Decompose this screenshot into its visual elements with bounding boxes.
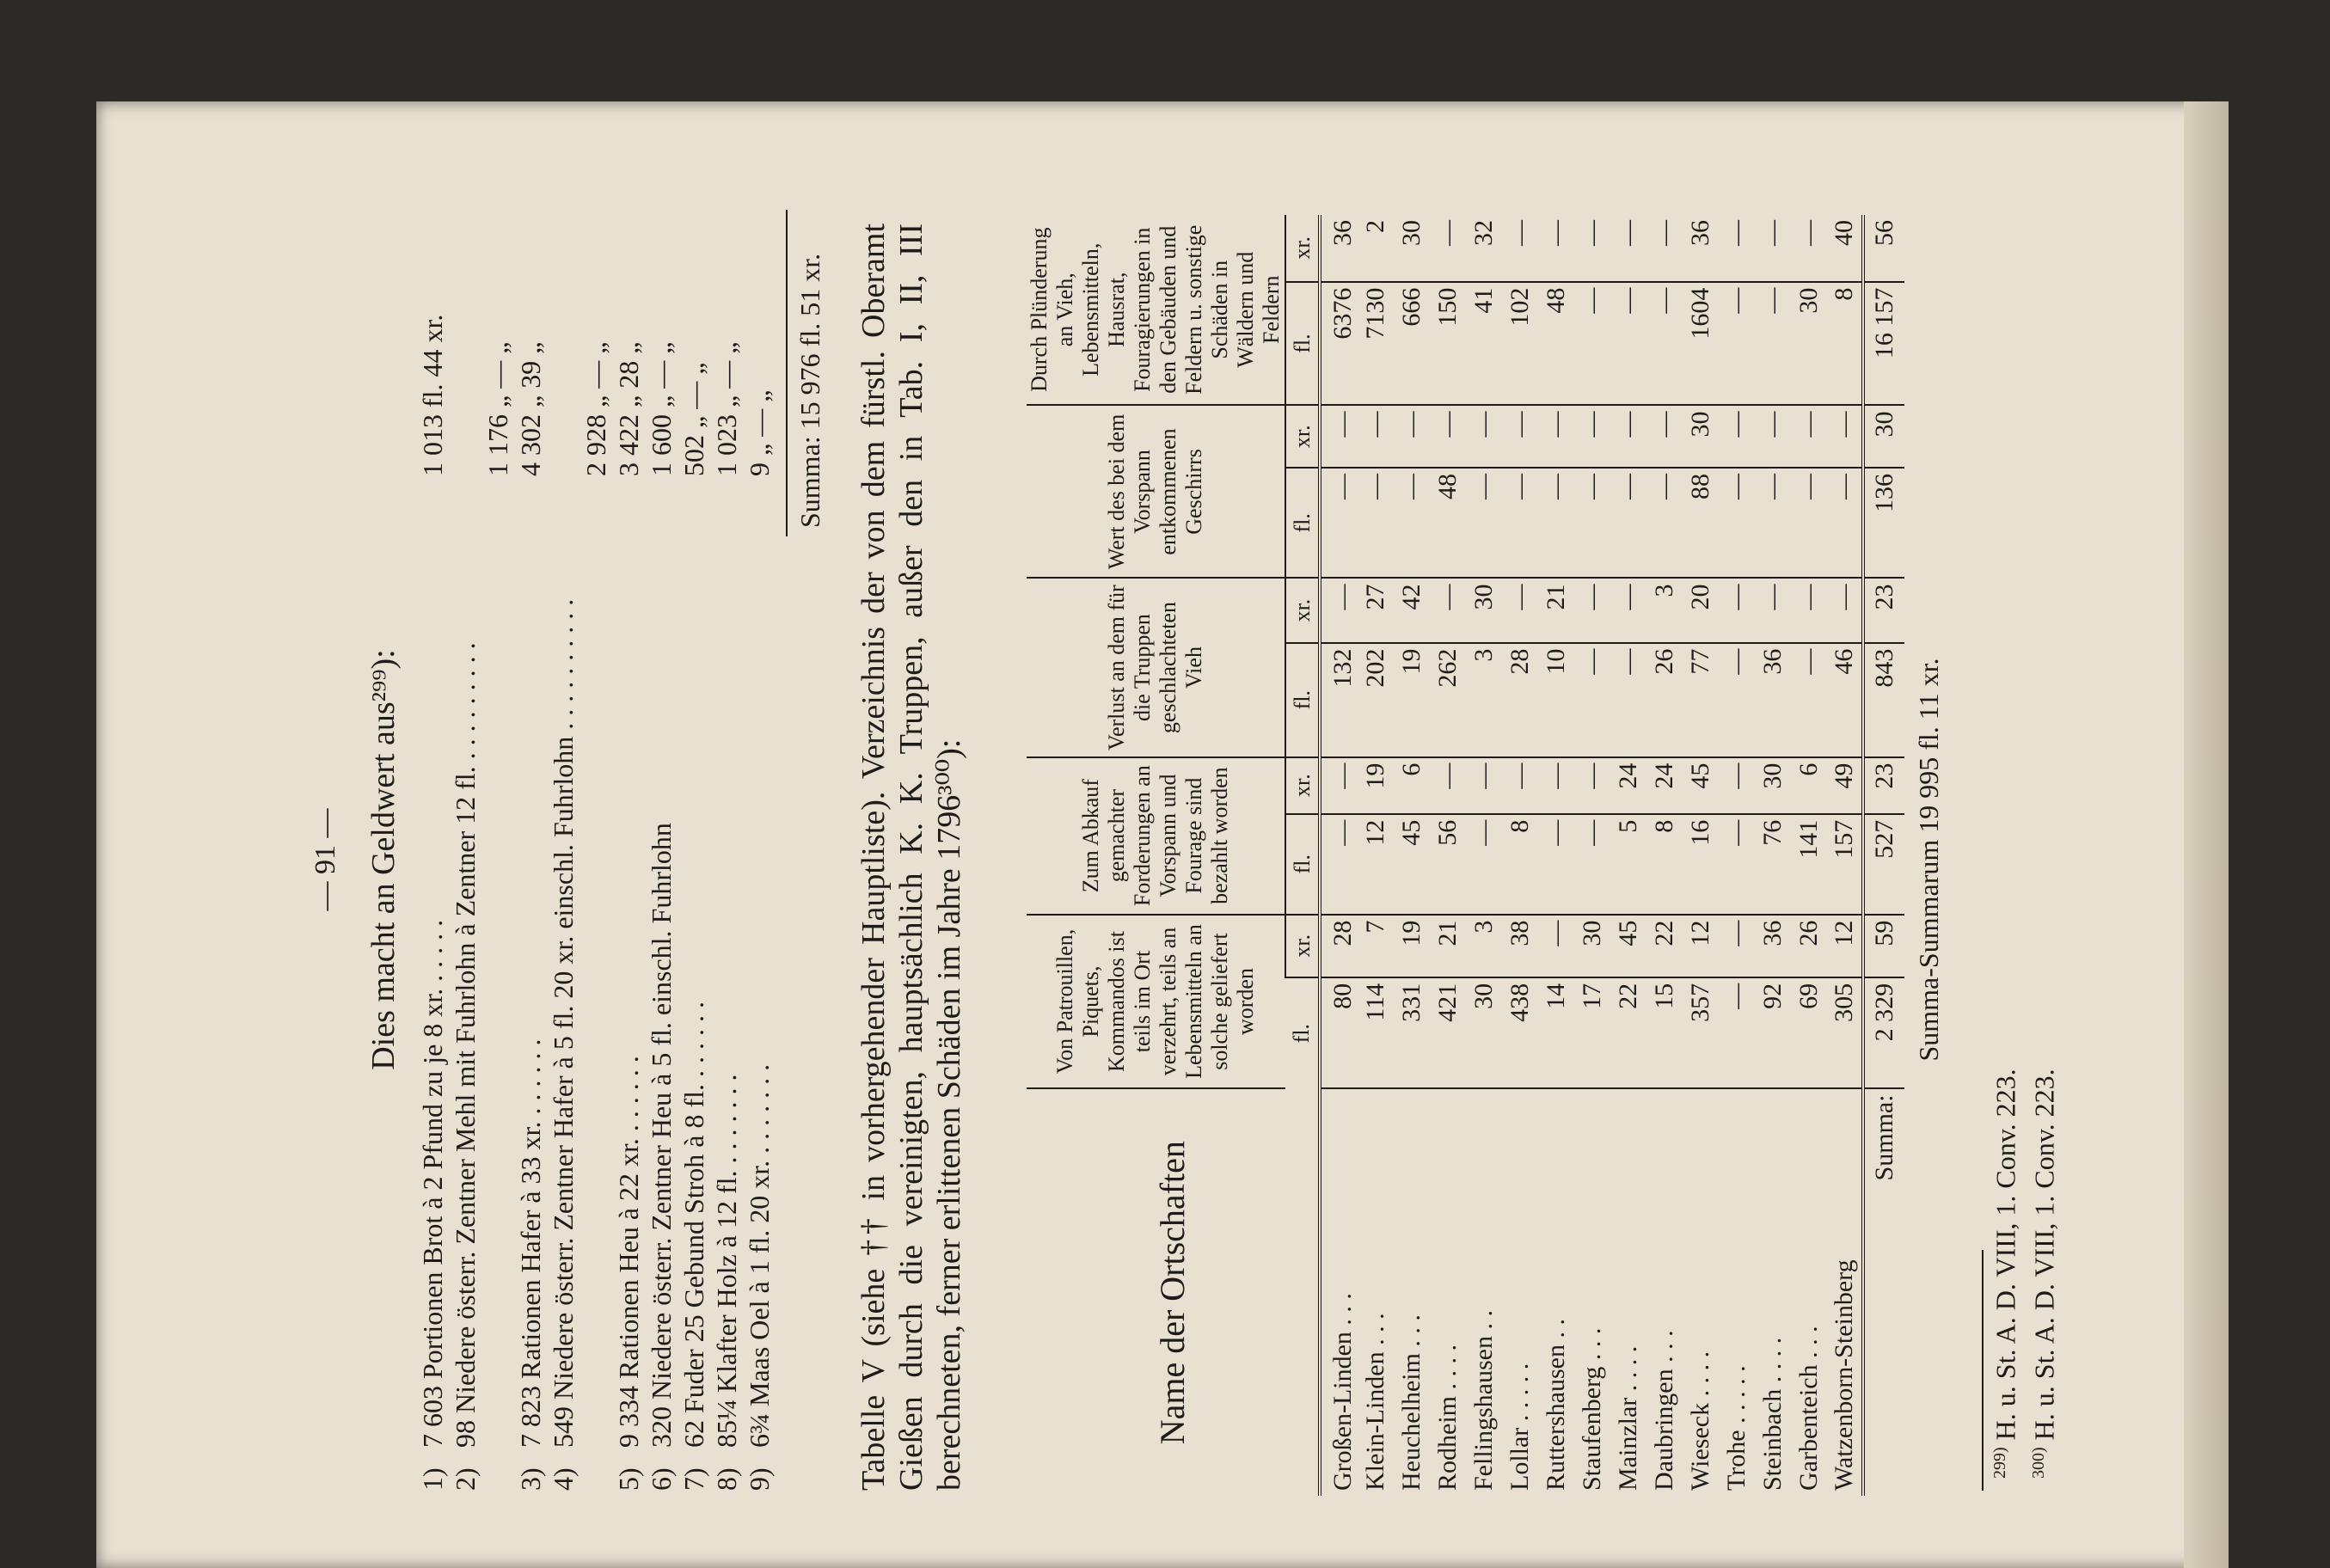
cell-kreuzer: — [1791, 215, 1827, 282]
table-row [1791, 215, 1827, 1496]
cell-kreuzer: — [1646, 405, 1683, 468]
sum-kreuzer: 59 [1863, 915, 1904, 977]
column-header-plunder: Durch Plünderung an Vieh, Lebensmitteln, Hausrat, Fouragierungen in den Gebäuden und Feldern u. sonstige Schäden in Wäldern und Feldern [1027, 215, 1285, 405]
item-value: 1 600 „ — „ [646, 341, 677, 476]
cell-kreuzer: — [1502, 215, 1538, 282]
cell-kreuzer: — [1791, 578, 1827, 642]
cell-gulden: 36 [1755, 643, 1791, 757]
cell-kreuzer: 24 [1610, 757, 1646, 814]
cell-gulden: 5 [1610, 814, 1646, 915]
cell-gulden: 88 [1683, 468, 1719, 578]
cell-gulden: 7130 [1358, 282, 1394, 406]
cell-gulden: — [1646, 282, 1683, 406]
cell-gulden: 6376 [1320, 282, 1358, 406]
cell-gulden: — [1574, 814, 1610, 915]
cell-gulden: — [1755, 282, 1791, 406]
unit-fl: fl. [1285, 643, 1320, 757]
cell-kreuzer: — [1538, 215, 1574, 282]
cell-kreuzer: 22 [1646, 915, 1683, 977]
cell-kreuzer: — [1502, 578, 1538, 642]
item-value: 1 013 fl. 44 xr. [417, 314, 448, 476]
table-row [1538, 215, 1574, 1496]
item-number: 6) [646, 1467, 677, 1491]
page-number: — 91 — [310, 808, 341, 911]
cell-gulden: — [1574, 282, 1610, 406]
cell-gulden: — [1719, 977, 1755, 1089]
cell-gulden: 15 [1646, 977, 1683, 1089]
cell-kreuzer: 7 [1358, 915, 1394, 977]
cell-kreuzer: 6 [1394, 757, 1430, 814]
cell-kreuzer: 26 [1791, 915, 1827, 977]
cell-kreuzer: — [1538, 757, 1574, 814]
footnote-mark: 299) [1990, 1447, 2009, 1479]
cell-gulden: 1604 [1683, 282, 1719, 406]
cell-gulden: — [1466, 814, 1502, 915]
cell-gulden: — [1320, 814, 1358, 915]
list-item [743, 210, 776, 1491]
table-row [1466, 215, 1502, 1496]
grand-total: Summa-Summarum 19 995 fl. 11 xr. [1913, 658, 1944, 1062]
sum-gulden: 843 [1863, 643, 1904, 757]
cell-kreuzer: — [1320, 405, 1358, 468]
sum-kreuzer: 30 [1863, 405, 1904, 468]
table-sum-row [1863, 215, 1904, 1496]
unit-xr: xr. [1285, 215, 1320, 282]
cell-gulden: 114 [1358, 977, 1394, 1089]
cell-gulden: 92 [1755, 977, 1791, 1089]
cell-gulden: 3 [1466, 643, 1502, 757]
cell-kreuzer: 36 [1755, 915, 1791, 977]
items-total [782, 210, 843, 1491]
item-value: 1 176 „ — „ [482, 341, 513, 476]
cell-gulden: — [1320, 468, 1358, 578]
cell-kreuzer: — [1320, 757, 1358, 814]
cell-kreuzer: — [1358, 405, 1394, 468]
cell-gulden: 421 [1430, 977, 1466, 1089]
cell-kreuzer: — [1538, 405, 1574, 468]
place-name: Ruttershausen . . [1542, 1319, 1570, 1491]
unit-fl: fl. [1289, 1023, 1314, 1044]
column-header-cattle: Verlust an dem für die Truppen geschlachteten Vieh [1027, 578, 1285, 756]
sum-gulden: 16 157 [1863, 282, 1904, 406]
cell-gulden: — [1502, 468, 1538, 578]
cell-gulden: — [1791, 468, 1827, 578]
item-list [416, 210, 843, 1491]
cell-kreuzer: — [1466, 405, 1502, 468]
cell-kreuzer: — [1719, 215, 1755, 282]
cell-kreuzer: 30 [1755, 757, 1791, 814]
place-name: Garbenteich . . . [1794, 1326, 1823, 1491]
place-name: Staufenberg . . . [1578, 1327, 1606, 1491]
cell-kreuzer: 49 [1827, 757, 1863, 814]
sum-kreuzer: 56 [1863, 215, 1904, 282]
cell-kreuzer: 45 [1683, 757, 1719, 814]
item-value: 9 „ — „ [744, 389, 775, 476]
cell-kreuzer: 36 [1683, 215, 1719, 282]
cell-kreuzer: — [1502, 757, 1538, 814]
cell-gulden: — [1574, 468, 1610, 578]
cell-gulden: 438 [1502, 977, 1538, 1089]
cell-kreuzer: — [1610, 405, 1646, 468]
place-name: Großen-Linden . . . [1320, 1088, 1358, 1496]
sum-gulden: 136 [1863, 468, 1904, 578]
cell-kreuzer: — [1610, 578, 1646, 642]
cell-gulden: 17 [1574, 977, 1610, 1089]
cell-kreuzer: 30 [1574, 915, 1610, 977]
list-item [514, 210, 547, 1491]
cell-gulden: 8 [1502, 814, 1538, 915]
place-name: Klein-Linden . . . [1361, 1313, 1389, 1491]
cell-kreuzer: — [1430, 405, 1466, 468]
cell-kreuzer: 20 [1683, 578, 1719, 642]
items-total-text: Summa: 15 976 fl. 51 xr. [794, 253, 825, 528]
item-number: 9) [744, 1467, 775, 1491]
cell-gulden: 157 [1827, 814, 1863, 915]
cell-gulden: 132 [1320, 643, 1358, 757]
list-item [710, 210, 743, 1491]
place-name: Trohe . . . . . [1722, 1365, 1751, 1491]
unit-xr: xr. [1285, 405, 1320, 468]
cell-kreuzer: 30 [1394, 215, 1430, 282]
place-name: Rodheim . . . . [1433, 1344, 1462, 1491]
place-name: Steinbach . . . . [1758, 1337, 1787, 1491]
cell-kreuzer: — [1320, 578, 1358, 642]
cell-kreuzer: 40 [1827, 215, 1863, 282]
table-row [1430, 215, 1466, 1496]
item-number: 5) [613, 1467, 644, 1491]
cell-kreuzer: 3 [1646, 578, 1683, 642]
footnote [2022, 189, 2061, 1479]
cell-kreuzer: 36 [1320, 215, 1358, 282]
cell-gulden: 102 [1502, 282, 1538, 406]
item-number: 3) [515, 1467, 546, 1491]
list-item [645, 210, 678, 1491]
cell-kreuzer: 19 [1358, 757, 1394, 814]
cell-kreuzer: — [1574, 405, 1610, 468]
cell-kreuzer: 30 [1466, 578, 1502, 642]
item-text: 6¾ Maas Oel à 1 fl. 20 xr. . . . . . . . [744, 1063, 775, 1448]
cell-kreuzer: — [1827, 405, 1863, 468]
cell-gulden: 76 [1755, 814, 1791, 915]
cell-gulden: — [1466, 468, 1502, 578]
item-number: 7) [678, 1467, 709, 1491]
cell-kreuzer: 6 [1791, 757, 1827, 814]
list-item [678, 210, 710, 1491]
column-header-name: Name der Ortschaften [1152, 1141, 1192, 1445]
cell-kreuzer: — [1430, 578, 1466, 642]
place-name: Fellingshausen . . [1469, 1310, 1498, 1491]
item-number: 4) [548, 1467, 579, 1491]
item-text: 9 334 Rationen Heu à 22 xr. . . . . . . [613, 1056, 644, 1448]
cell-gulden: — [1610, 282, 1646, 406]
cell-kreuzer: 42 [1394, 578, 1430, 642]
cell-gulden: 305 [1827, 977, 1863, 1089]
cell-kreuzer: — [1646, 215, 1683, 282]
item-value: 3 422 „ 28 „ [613, 341, 644, 476]
place-name: Heuchelheim . . . [1397, 1314, 1426, 1491]
list-item [416, 210, 449, 1491]
cell-gulden: 48 [1538, 282, 1574, 406]
item-number: 8) [711, 1467, 742, 1491]
table-row [1358, 215, 1394, 1496]
cell-kreuzer: — [1466, 757, 1502, 814]
sum-kreuzer: 23 [1863, 757, 1904, 814]
footnote-text: H. u. St. A. D. VIII, 1. Conv. 223. [1990, 1069, 2021, 1441]
cell-gulden: 331 [1394, 977, 1430, 1089]
cell-kreuzer: — [1719, 915, 1755, 977]
unit-xr: xr. [1285, 578, 1320, 642]
cell-gulden: 26 [1646, 643, 1683, 757]
cell-kreuzer: 2 [1358, 215, 1394, 282]
cell-kreuzer: — [1574, 215, 1610, 282]
cell-gulden: 56 [1430, 814, 1466, 915]
cell-gulden: 10 [1538, 643, 1574, 757]
cell-gulden: — [1827, 468, 1863, 578]
list-item [547, 210, 612, 1491]
unit-fl: fl. [1285, 814, 1320, 915]
table-row [1610, 215, 1646, 1496]
cell-kreuzer: — [1755, 215, 1791, 282]
cell-kreuzer: — [1502, 405, 1538, 468]
cell-kreuzer: — [1791, 405, 1827, 468]
table-row [1502, 215, 1538, 1496]
item-text: 7 603 Portionen Brot à 2 Pfund zu je 8 xr. . . . . . [417, 919, 448, 1448]
cell-kreuzer: — [1719, 757, 1755, 814]
cell-kreuzer: 3 [1466, 915, 1502, 977]
cell-gulden: 16 [1683, 814, 1719, 915]
cell-gulden: — [1719, 814, 1755, 915]
cell-gulden: — [1719, 468, 1755, 578]
cell-gulden: 8 [1827, 282, 1863, 406]
item-value: 2 928 „ — „ [580, 341, 611, 476]
cell-kreuzer: — [1610, 215, 1646, 282]
cell-kreuzer: — [1538, 915, 1574, 977]
list-item [449, 210, 514, 1491]
unit-fl: fl. [1285, 468, 1320, 578]
cell-gulden: — [1538, 468, 1574, 578]
place-name: Daubringen . . . [1650, 1330, 1678, 1491]
cell-kreuzer: 28 [1320, 915, 1358, 977]
cell-gulden: 202 [1358, 643, 1394, 757]
cell-gulden: 30 [1791, 282, 1827, 406]
rotated-page-content [292, 189, 2218, 1530]
cell-kreuzer: 19 [1394, 915, 1430, 977]
cell-gulden: — [1538, 814, 1574, 915]
cell-gulden: 141 [1791, 814, 1827, 915]
cell-gulden: — [1755, 468, 1791, 578]
item-number: 1) [417, 1467, 448, 1491]
place-name: Wieseck . . . . [1686, 1351, 1714, 1491]
cell-gulden: 150 [1430, 282, 1466, 406]
cell-gulden: — [1394, 468, 1430, 578]
cell-kreuzer: 12 [1683, 915, 1719, 977]
table-row [1646, 215, 1683, 1496]
column-header-fourage: Zum Abkauf gemachter Forderungen an Vorspann und Fourage sind bezahlt worden [1027, 757, 1285, 915]
cell-gulden: 14 [1538, 977, 1574, 1089]
place-name: Watzenborn-Steinberg [1830, 1259, 1858, 1491]
cell-kreuzer: 45 [1610, 915, 1646, 977]
cell-gulden: 19 [1394, 643, 1430, 757]
table-row [1755, 215, 1791, 1496]
cell-gulden: — [1610, 643, 1646, 757]
cell-kreuzer: — [1394, 405, 1430, 468]
item-text: 7 823 Rationen Hafer à 33 xr. . . . . . . [515, 1038, 546, 1448]
cell-kreuzer: — [1430, 215, 1466, 282]
table-row [1320, 215, 1358, 1496]
column-header-patrols: Von Patrouillen, Piquets, Kommandos ist teils im Ort verzehrt, teils an Lebensmitteln an solche geliefert worden [1027, 915, 1285, 1089]
cell-gulden: 41 [1466, 282, 1502, 406]
cell-gulden: 22 [1610, 977, 1646, 1089]
cell-gulden: 45 [1394, 814, 1430, 915]
cell-kreuzer: — [1719, 405, 1755, 468]
cell-kreuzer: 21 [1538, 578, 1574, 642]
unit-fl: fl. [1285, 282, 1320, 406]
cell-gulden: 357 [1683, 977, 1719, 1089]
item-text: 320 Niedere österr. Zentner Heu à 5 fl. einschl. Fuhrlohn [646, 823, 677, 1448]
cell-kreuzer: 38 [1502, 915, 1538, 977]
place-name: Lollar . . . . . [1505, 1363, 1534, 1491]
table-row [1827, 215, 1863, 1496]
sum-label: Summa: [1863, 1088, 1904, 1496]
item-number: 2) [450, 1467, 481, 1491]
cell-kreuzer: — [1719, 578, 1755, 642]
footnote-text: H. u. St. A. D. VIII, 1. Conv. 223. [2028, 1069, 2060, 1441]
footnote [1984, 189, 2022, 1479]
cell-gulden: 12 [1358, 814, 1394, 915]
item-value: 502 „ — „ [678, 362, 709, 476]
total-rule [786, 210, 788, 536]
item-text: 85¼ Klafter Holz à 12 fl. . . . . . . . [711, 1074, 742, 1448]
cell-gulden: 69 [1791, 977, 1827, 1089]
cell-gulden: 48 [1430, 468, 1466, 578]
cell-gulden: 262 [1430, 643, 1466, 757]
cell-gulden: — [1574, 643, 1610, 757]
cell-kreuzer: 27 [1358, 578, 1394, 642]
cell-gulden: 8 [1646, 814, 1683, 915]
cell-kreuzer: 24 [1646, 757, 1683, 814]
item-text: 62 Fuder 25 Gebund Stroh à 8 fl. . . . . . . [678, 1001, 709, 1448]
cell-kreuzer: — [1827, 578, 1863, 642]
cell-gulden: 77 [1683, 643, 1719, 757]
item-value: 1 023 „ — „ [711, 341, 742, 476]
cell-kreuzer: 12 [1827, 915, 1863, 977]
cell-gulden: — [1719, 643, 1755, 757]
cell-gulden: 28 [1502, 643, 1538, 757]
footnote-mark: 300) [2028, 1447, 2048, 1479]
item-value: 4 302 „ 39 „ [515, 341, 546, 476]
sum-gulden: 527 [1863, 814, 1904, 915]
cell-kreuzer: — [1755, 578, 1791, 642]
cell-kreuzer: — [1430, 757, 1466, 814]
table-row [1574, 215, 1610, 1496]
cell-kreuzer: 21 [1430, 915, 1466, 977]
cell-kreuzer: — [1574, 757, 1610, 814]
table-description: Tabelle V (siehe †† in vorhergehender Hauptliste). Verzeichnis der von dem fürstl. Oberamt Gießen durch die vereinigten, hauptsächlich K. K. Truppen, außer den in Tab. I, II, III berechneten, ferner erlittenen Schäden im Jahre 1796³⁰⁰): [855, 224, 967, 1491]
cell-gulden: — [1646, 468, 1683, 578]
intro-heading: Dies macht an Geldwert aus²⁹⁹): [365, 649, 402, 1070]
cell-gulden: — [1791, 643, 1827, 757]
cell-gulden: — [1358, 468, 1394, 578]
unit-xr: xr. [1285, 915, 1320, 977]
item-text: 549 Niedere österr. Zentner Hafer à 5 fl. 20 xr. einschl. Fuhrlohn . . . . . . . . . . [548, 598, 579, 1448]
cell-kreuzer: 30 [1683, 405, 1719, 468]
damage-table [1027, 215, 1904, 1496]
unit-xr: xr. [1285, 757, 1320, 814]
cell-gulden: 46 [1827, 643, 1863, 757]
sum-gulden: 2 329 [1863, 977, 1904, 1089]
table-row [1719, 215, 1755, 1496]
cell-gulden: — [1610, 468, 1646, 578]
sum-kreuzer: 23 [1863, 578, 1904, 642]
cell-gulden: 666 [1394, 282, 1430, 406]
column-header-harness: Wert des bei dem Vorspann entkommenen Geschirrs [1027, 405, 1285, 578]
cell-kreuzer: — [1755, 405, 1791, 468]
cell-gulden: 30 [1466, 977, 1502, 1089]
cell-kreuzer: 32 [1466, 215, 1502, 282]
cell-kreuzer: — [1574, 578, 1610, 642]
list-item [612, 210, 645, 1491]
cell-gulden: 80 [1320, 977, 1358, 1089]
place-name: Mainzlar . . . . [1614, 1345, 1642, 1491]
cell-gulden: — [1719, 282, 1755, 406]
table-row [1394, 215, 1430, 1496]
table-row [1683, 215, 1719, 1496]
item-text: 98 Niedere österr. Zentner Mehl mit Fuhrlohn à Zentner 12 fl. . . . . . . . . . [450, 642, 481, 1448]
